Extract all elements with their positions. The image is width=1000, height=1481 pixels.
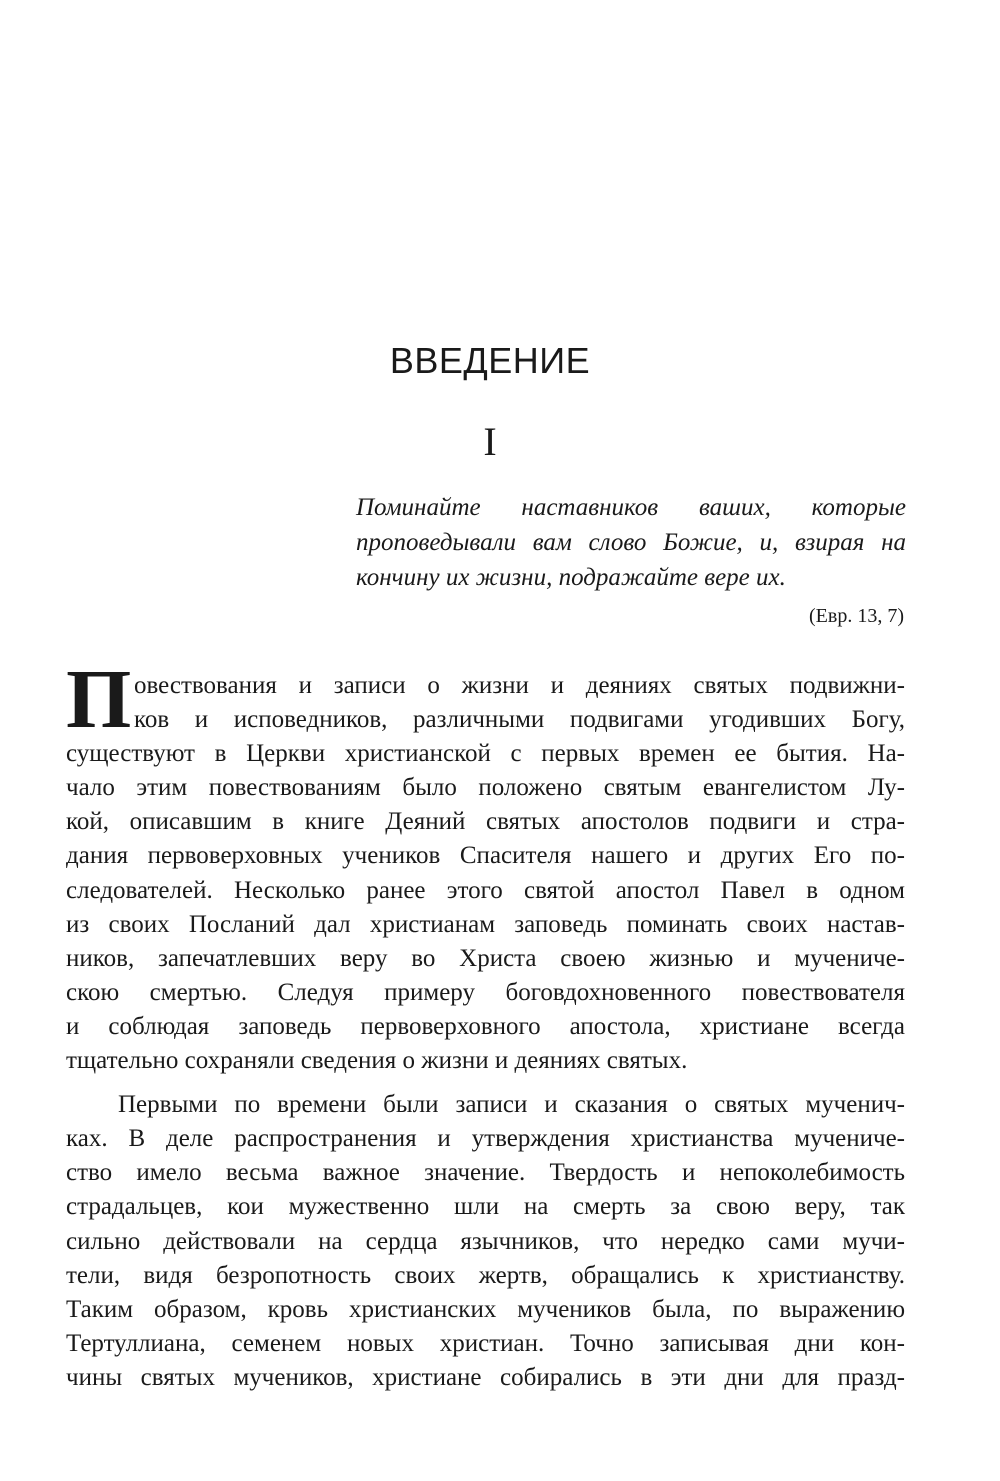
- text-line: чины святых мучеников, христиане собирались в эти дни для празд-: [66, 1363, 905, 1391]
- epigraph-line: проповедывали вам слово Божие, и, взирая на: [356, 529, 906, 556]
- epigraph-source: (Евр. 13, 7): [809, 605, 904, 627]
- text-line: ках. В деле распространения и утверждения христианства мученичe-: [66, 1125, 905, 1153]
- text-line: овествования и записи о жизни и деяниях святых подвижни-: [134, 672, 905, 699]
- text-line: страдальцев, кои мужественно шли на смерть за свою веру, так: [66, 1193, 905, 1221]
- text-line: из своих Посланий дал христианам заповедь поминать своих настав-: [66, 910, 905, 938]
- text-line: и соблюдая заповедь первоверховного апостола, христиане всегда: [66, 1012, 905, 1040]
- text-line: существуют в Церкви христианской с первых времен ее бытия. На-: [66, 740, 905, 768]
- text-line: ство имело весьма важное значение. Твердость и непоколебимость: [66, 1159, 905, 1187]
- text-line: кой, описавшим в книге Деяний святых апостолов подвиги и стра-: [66, 808, 905, 836]
- text-line: Тертуллиана, семенем новых христиан. Точно записывая дни кон-: [66, 1329, 905, 1357]
- text-line: Первыми по времени были записи и сказания о святых мученич-: [118, 1091, 905, 1119]
- text-line: следователей. Несколько ранее этого святой апостол Павел в одном: [66, 876, 905, 904]
- section-heading: ВВЕДЕНИЕ: [389, 340, 591, 381]
- text-line: чало этим повествованиям было положено святым евангелистом Лу-: [66, 774, 905, 802]
- chapter-number: I: [483, 419, 497, 464]
- text-line: ников, запечатлевших веру во Христа своею жизнью и мучениче-: [66, 944, 905, 972]
- text-line: ков и исповедников, различными подвигами угодивших Богу,: [134, 706, 905, 734]
- text-line: дания первоверховных учеников Спасителя нашего и других Его по-: [66, 842, 905, 870]
- epigraph-line: Поминайте наставников ваших, которые: [356, 494, 906, 521]
- paragraph-1: [66, 669, 905, 1078]
- text-line: сильно действовали на сердца язычников, что нередко сами мучи-: [66, 1227, 905, 1255]
- body-text: [66, 669, 905, 1395]
- text-line: тщательно сохраняли сведения о жизни и деяниях святых.: [66, 1047, 688, 1075]
- epigraph-line: кончину их жизни, подражайте вере их.: [356, 564, 786, 591]
- text-line: скою смертью. Следуя примеру боговдохновенного повествователя: [66, 978, 905, 1006]
- paragraph-2: [66, 1088, 905, 1395]
- text-line: Таким образом, кровь христианских мучеников была, по выражению: [66, 1295, 905, 1323]
- text-line: тели, видя безропотность своих жертв, обращались к христианству.: [66, 1261, 905, 1289]
- epigraph: [356, 490, 906, 595]
- drop-cap: П: [66, 653, 132, 746]
